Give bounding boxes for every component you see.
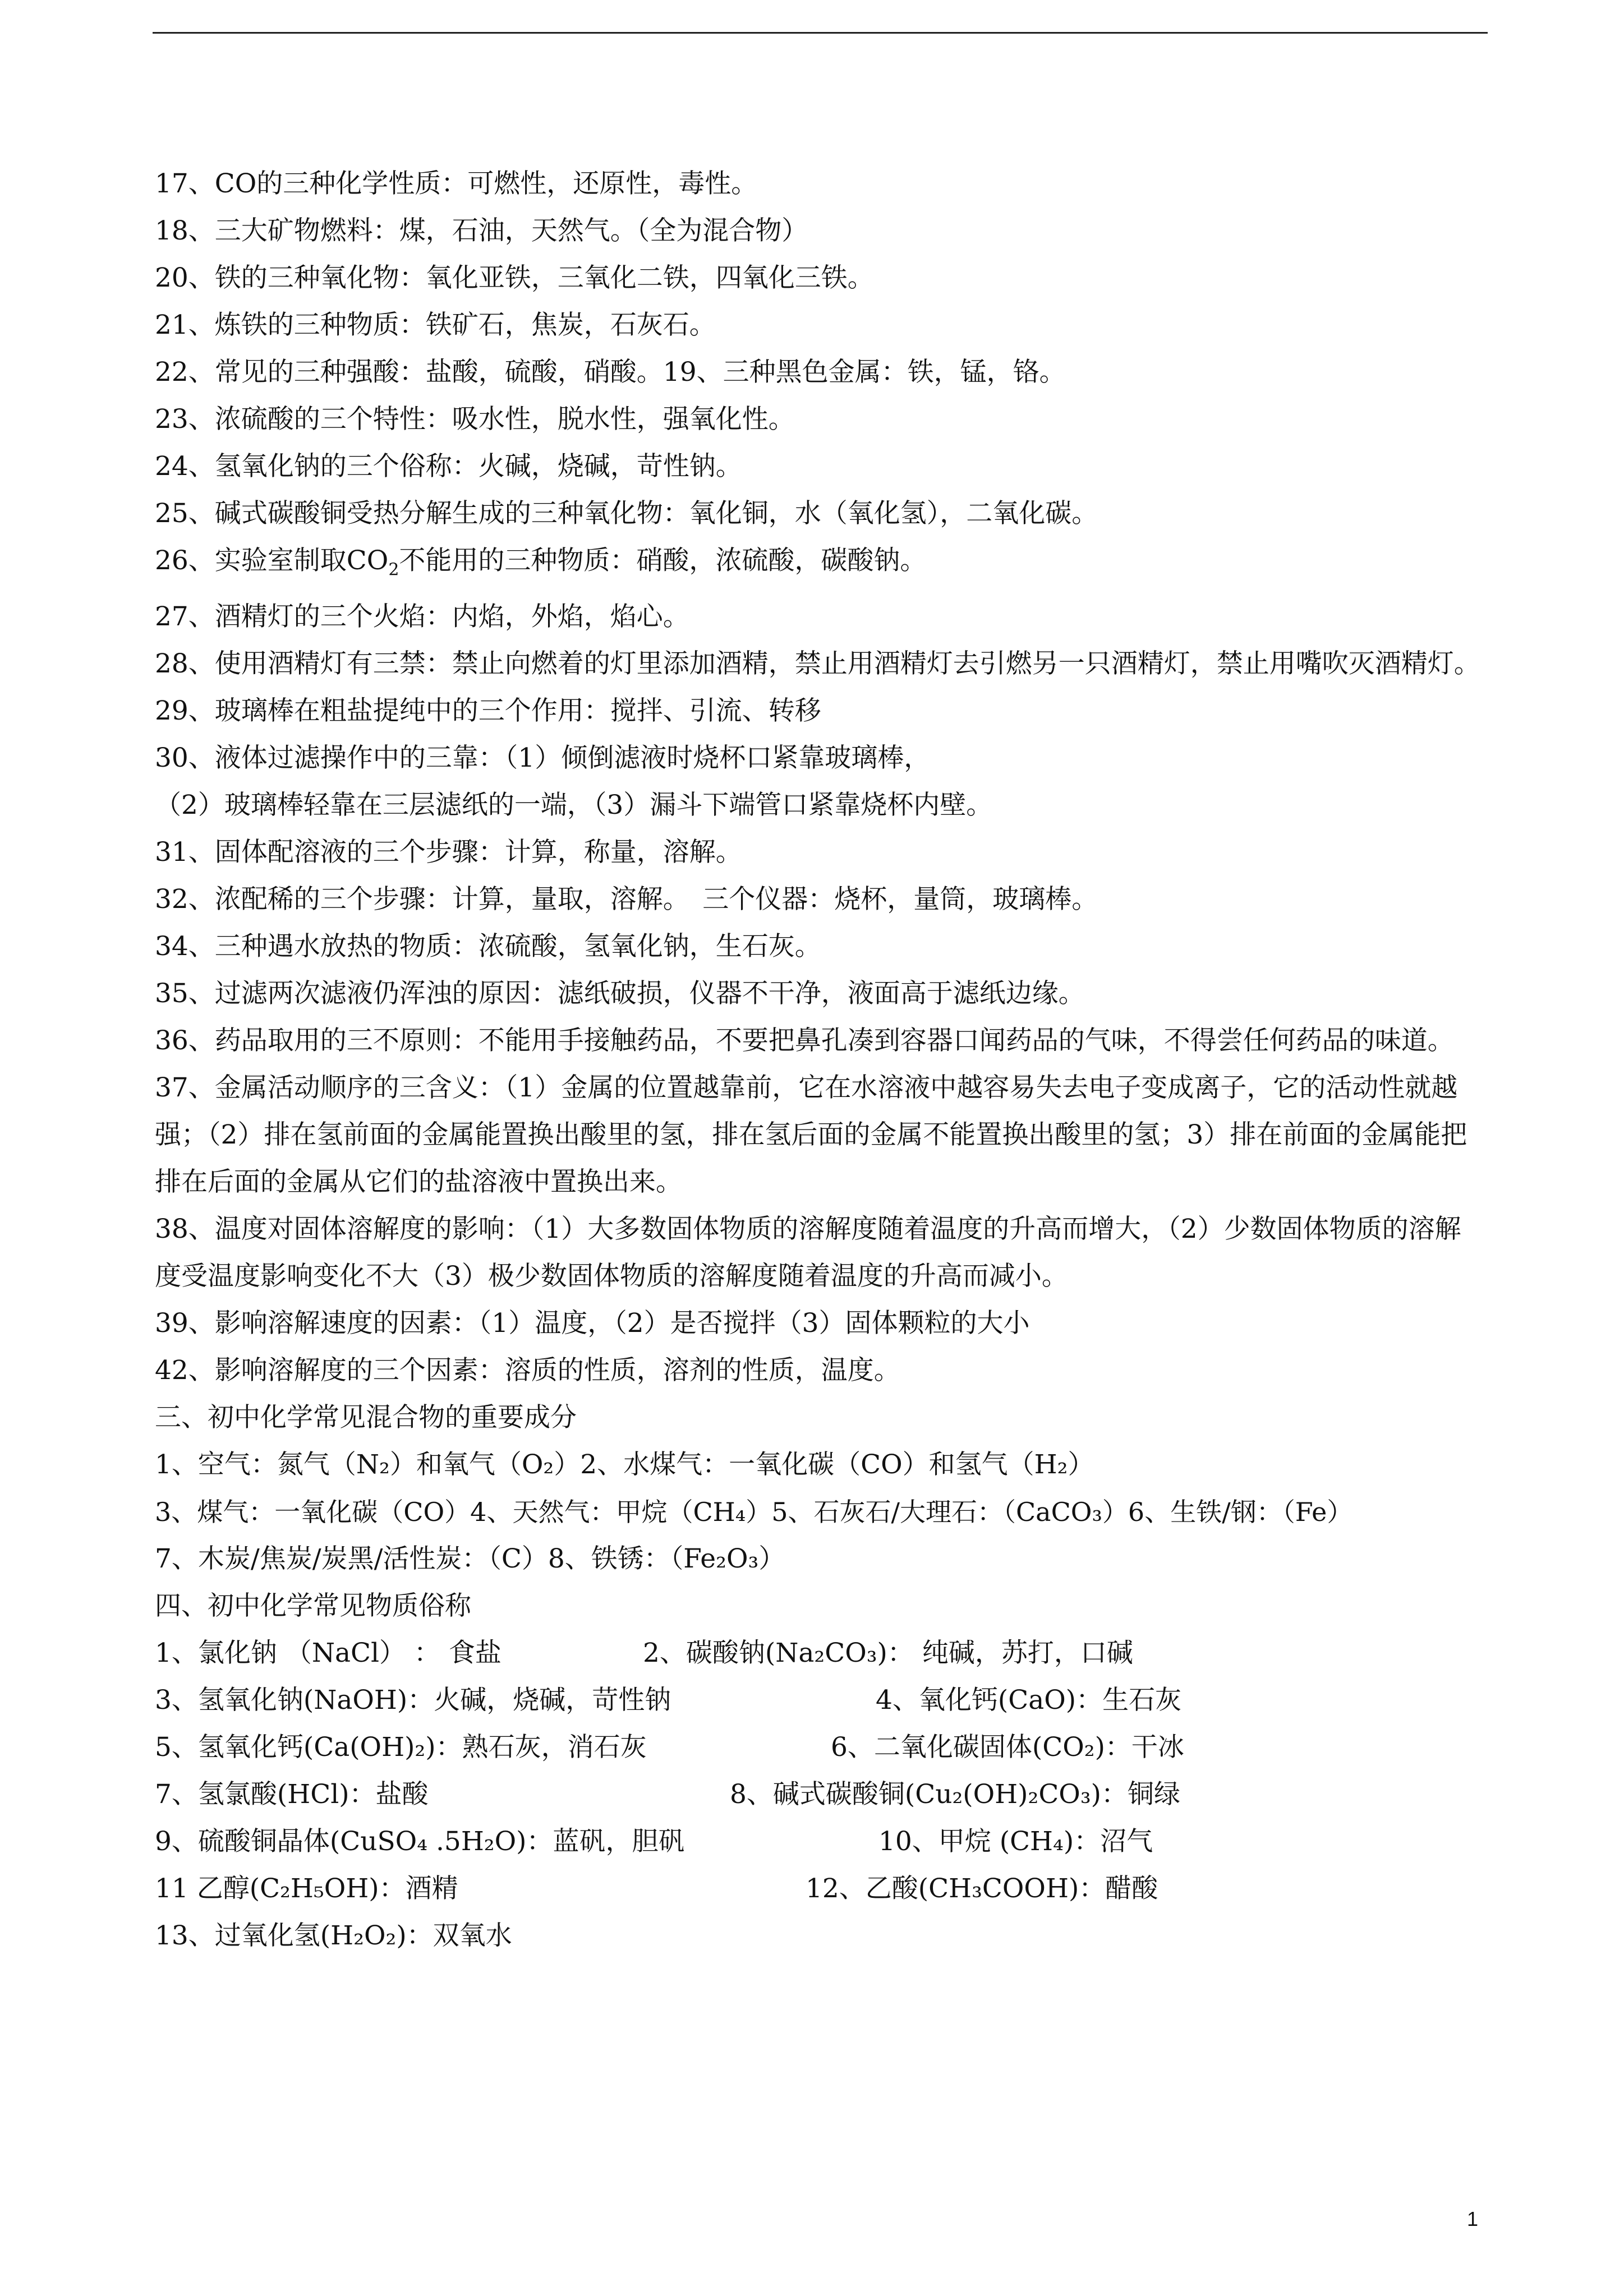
common-name-3: 3、氢氧化钠(NaOH)：火碱，烧碱，苛性钠 (155, 1685, 671, 1716)
item-30-continued: （2）玻璃棒轻靠在三层滤纸的一端，（3）漏斗下端管口紧靠烧杯内壁。 (155, 790, 993, 821)
header-rule (153, 32, 1488, 34)
common-name-1: 1、氯化钠 （NaCl） ： 食盐 (155, 1638, 502, 1669)
item-26 (155, 537, 1484, 593)
item-31: 31、固体配溶液的三个步骤：计算，称量，溶解。 (155, 837, 742, 868)
item-18: 18、三大矿物燃料：煤，石油，天然气。（全为混合物） (155, 215, 808, 246)
item-22: 22、常见的三种强酸：盐酸，硫酸，硝酸。19、三种黑色金属：铁，锰，铬。 (155, 357, 1066, 388)
item-27: 27、酒精灯的三个火焰：内焰，外焰，焰心。 (155, 601, 689, 633)
common-name-row-6 (155, 1865, 1484, 1912)
common-name-2: 2、碳酸钠(Na₂CO₃)： 纯碱，苏打，口碱 (643, 1638, 1133, 1669)
item-30: 30、液体过滤操作中的三靠：（1）倾倒滤液时烧杯口紧靠玻璃棒， (155, 743, 931, 774)
item-42: 42、影响溶解度的三个因素：溶质的性质，溶剂的性质，温度。 (155, 1355, 900, 1386)
item-34: 34、三种遇水放热的物质：浓硫酸，氢氧化钠，生石灰。 (155, 931, 821, 962)
common-name-11: 11 乙醇(C₂H₅OH)：酒精 (155, 1873, 458, 1905)
page-number: 1 (1466, 2207, 1478, 2230)
common-name-9: 9、硫酸铜晶体(CuSO₄ .5H₂O)：蓝矾，胆矾 (155, 1826, 685, 1857)
item-35: 35、过滤两次滤液仍浑浊的原因：滤纸破损，仪器不干净，液面高于滤纸边缘。 (155, 978, 1085, 1009)
common-name-13: 13、过氧化氢(H₂O₂)：双氧水 (155, 1920, 512, 1952)
item-29: 29、玻璃棒在粗盐提纯中的三个作用：搅拌、引流、转移 (155, 695, 821, 727)
item-26-part-a: 26、实验室制取CO (155, 545, 389, 576)
item-24: 24、氢氧化钠的三个俗称：火碱，烧碱，苛性钠。 (155, 451, 742, 482)
item-23: 23、浓硫酸的三个特性：吸水性，脱水性，强氧化性。 (155, 404, 795, 435)
common-name-4: 4、氧化钙(CaO)：生石灰 (876, 1685, 1182, 1716)
common-name-row-2 (155, 1677, 1484, 1724)
mixture-line-3: 7、木炭/焦炭/炭黑/活性炭：（C）8、铁锈：（Fe₂O₃） (155, 1543, 785, 1575)
item-21: 21、炼铁的三种物质：铁矿石，焦炭，石灰石。 (155, 310, 716, 340)
item-25: 25、碱式碳酸铜受热分解生成的三种氧化物：氧化铜，水（氧化氢），二氧化碳。 (155, 498, 1098, 529)
section-heading-common-names: 四、初中化学常见物质俗称 (155, 1590, 471, 1622)
item-26-part-b: 不能用的三种物质：硝酸，浓硫酸，碳酸钠。 (399, 545, 927, 576)
common-name-row-3 (155, 1724, 1484, 1771)
item-26-subscript: 2 (388, 560, 399, 580)
common-name-row-7 (155, 1912, 1484, 1960)
common-name-row-1 (155, 1630, 1484, 1677)
item-39: 39、影响溶解速度的因素：（1）温度，（2）是否搅拌（3）固体颗粒的大小 (155, 1308, 1030, 1339)
section-heading-mixtures: 三、初中化学常见混合物的重要成分 (155, 1402, 577, 1433)
item-20: 20、铁的三种氧化物：氧化亚铁，三氧化二铁，四氧化三铁。 (155, 262, 874, 293)
item-37: 37、金属活动顺序的三含义：（1）金属的位置越靠前，它在水溶液中越容易失去电子变成离子，它的活动性就越强；（2）排在氢前面的金属能置换出酸里的氢，排在氢后面的金属不能置换出酸里的氢；3）排在前面的金属能把排在后面的金属从它们的盐溶液中置换出来。 (155, 1072, 1467, 1198)
mixture-line-2: 3、煤气：一氧化碳（CO）4、天然气：甲烷（CH₄）5、石灰石/大理石：（CaCO₃）6、生铁/钢：（Fe） (155, 1497, 1353, 1528)
item-32: 32、浓配稀的三个步骤：计算，量取，溶解。 三个仪器：烧杯，量筒，玻璃棒。 (155, 884, 1098, 915)
common-name-10: 10、甲烷 (CH₄)：沼气 (878, 1826, 1153, 1857)
document-body (155, 160, 1484, 1960)
mixture-line-1: 1、空气：氮气（N₂）和氧气（O₂）2、水煤气：一氧化碳（CO）和氢气（H₂） (155, 1449, 1094, 1481)
common-name-row-5 (155, 1818, 1484, 1865)
item-36: 36、药品取用的三不原则：不能用手接触药品，不要把鼻孔凑到容器口闻药品的气味，不得尝任何药品的味道。 (155, 1025, 1454, 1057)
common-name-5: 5、氢氧化钙(Ca(OH)₂)：熟石灰，消石灰 (155, 1732, 647, 1763)
common-name-row-4 (155, 1771, 1484, 1818)
common-name-8: 8、碱式碳酸铜(Cu₂(OH)₂CO₃)：铜绿 (730, 1779, 1181, 1810)
common-name-6: 6、二氧化碳固体(CO₂)：干冰 (831, 1732, 1184, 1763)
item-17: 17、CO的三种化学性质：可燃性，还原性，毒性。 (155, 168, 758, 199)
common-name-12: 12、乙酸(CH₃COOH)：醋酸 (806, 1873, 1158, 1905)
common-name-7: 7、氢氯酸(HCl)：盐酸 (155, 1779, 429, 1810)
item-28: 28、使用酒精灯有三禁：禁止向燃着的灯里添加酒精，禁止用酒精灯去引燃另一只酒精灯，禁止用嘴吹灭酒精灯。 (155, 648, 1480, 680)
item-38: 38、温度对固体溶解度的影响：（1）大多数固体物质的溶解度随着温度的升高而增大，（2）少数固体物质的溶解度受温度影响变化不大（3）极少数固体物质的溶解度随着温度的升高而减小。 (155, 1214, 1461, 1292)
